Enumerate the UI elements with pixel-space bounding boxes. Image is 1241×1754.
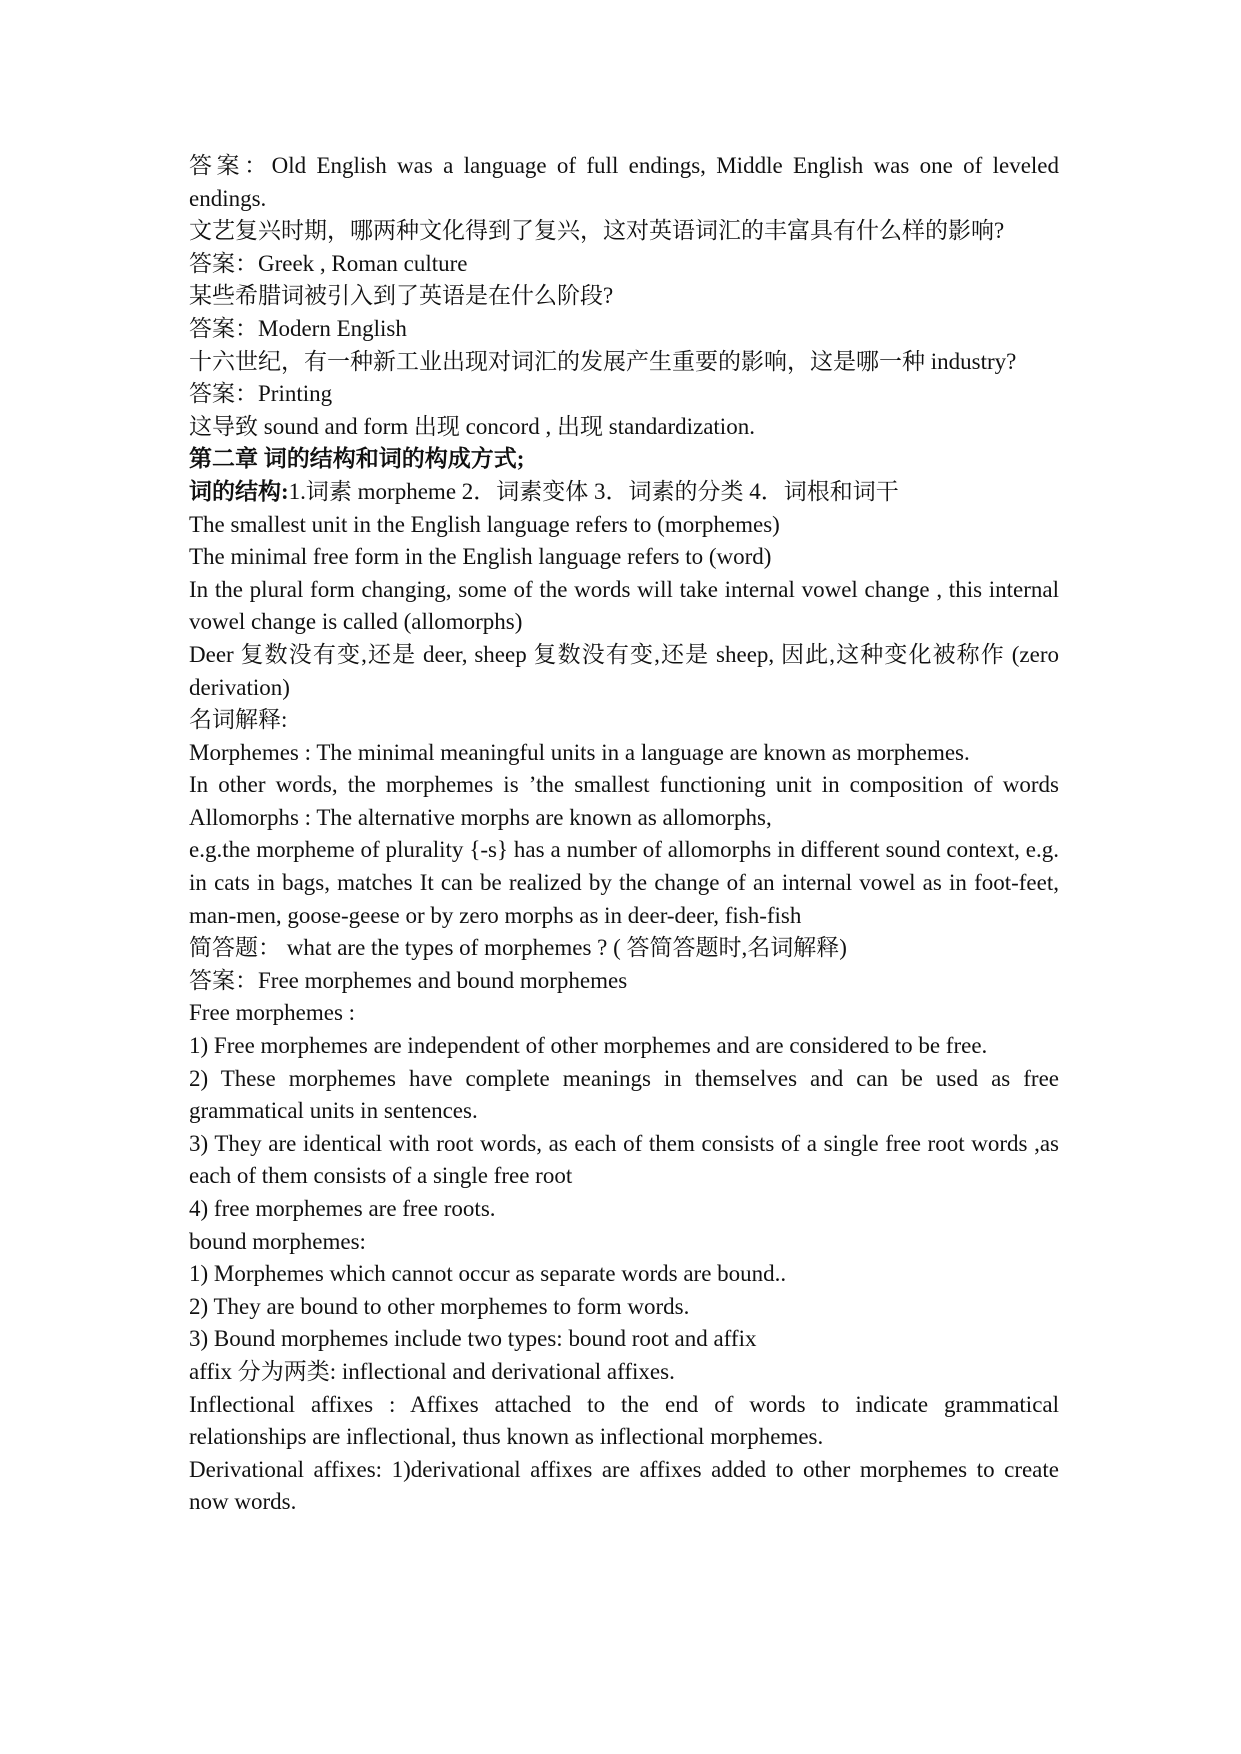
chapter-heading: 第二章 词的结构和词的构成方式; [189, 446, 525, 472]
text-line: Free morphemes : [189, 1000, 356, 1026]
text-line: 答案：Printing [189, 381, 333, 407]
text-line: 1) Free morphemes are independent of other morphemes and are considered to be free. [189, 1033, 988, 1059]
text-line: e.g.the morpheme of plurality {-s} has a number of allomorphs in different sound context, e.g. in cats in bags, matches It can be realized by the change of an internal vowel as in foot-feet, man-men, goose-geese or by zero morphs as in deer-deer, fish-fish [189, 837, 1059, 928]
text-line: Derivational affixes: 1)derivational affixes are affixes added to other morphemes to create now words. [189, 1456, 1059, 1515]
text-line: 1) Morphemes which cannot occur as separate words are bound.. [189, 1261, 787, 1287]
text-line: 答案：Modern English [189, 315, 407, 341]
document-page [189, 150, 1059, 1519]
section-label: 词的结构: [189, 478, 289, 504]
text-line: 4) free morphemes are free roots. [189, 1196, 496, 1221]
text-line: Inflectional affixes : Affixes attached to the end of words to indicate grammatical relationships are inflectional, thus known as inflectional morphemes. [189, 1391, 1059, 1450]
text-line: bound morphemes: [189, 1228, 366, 1254]
text-line: The smallest unit in the English language refers to (morphemes) [189, 511, 780, 537]
text-line: 某些希腊词被引入到了英语是在什么阶段? [189, 283, 614, 309]
text-line: affix 分为两类: inflectional and derivational affixes. [189, 1358, 675, 1384]
text-line [189, 476, 1059, 509]
section-content: 1.词素 morpheme 2．词素变体 3．词素的分类 4．词根和词干 [288, 478, 899, 504]
text-line: 答案：Greek , Roman culture [189, 250, 468, 276]
text-line: Deer 复数没有变,还是 deer, sheep 复数没有变,还是 sheep, 因此,这种变化被称作 (zero derivation) [189, 641, 1059, 700]
text-line: In the plural form changing, some of the words will take internal vowel change , this internal vowel change is called (allomorphs) [189, 576, 1059, 635]
text-line: 答案：Free morphemes and bound morphemes [189, 967, 628, 993]
text-line: In other words, the morphemes is ’the smallest functioning unit in composition of words Allomorphs : The alternative morphs are known as allomorphs, [189, 772, 1059, 830]
text-line: The minimal free form in the English language refers to (word) [189, 544, 772, 570]
text-line: 这导致 sound and form 出现 concord , 出现 standardization. [189, 413, 755, 439]
text-line: 2) These morphemes have complete meanings in themselves and can be used as free grammatical units in sentences. [189, 1065, 1059, 1124]
text-line: 3) Bound morphemes include two types: bound root and affix [189, 1326, 757, 1352]
text-line: 2) They are bound to other morphemes to form words. [189, 1293, 690, 1319]
text-line: Morphemes : The minimal meaningful units in a language are known as morphemes. [189, 739, 970, 765]
text-line: 文艺复兴时期，哪两种文化得到了复兴，这对英语词汇的丰富具有什么样的影响? [189, 218, 1005, 244]
text-line: 名词解释: [189, 707, 288, 733]
text-line: 十六世纪，有一种新工业出现对词汇的发展产生重要的影响，这是哪一种 industry? [189, 348, 1017, 374]
text-line: 3) They are identical with root words, as each of them consists of a single free root words ,as each of them consists of a single free root [189, 1130, 1059, 1189]
text-line: 答案：Old English was a language of full endings, Middle English was one of leveled endings. [189, 153, 1059, 211]
text-line: 简答题： what are the types of morphemes ? ( 答简答题时,名词解释) [189, 935, 847, 961]
